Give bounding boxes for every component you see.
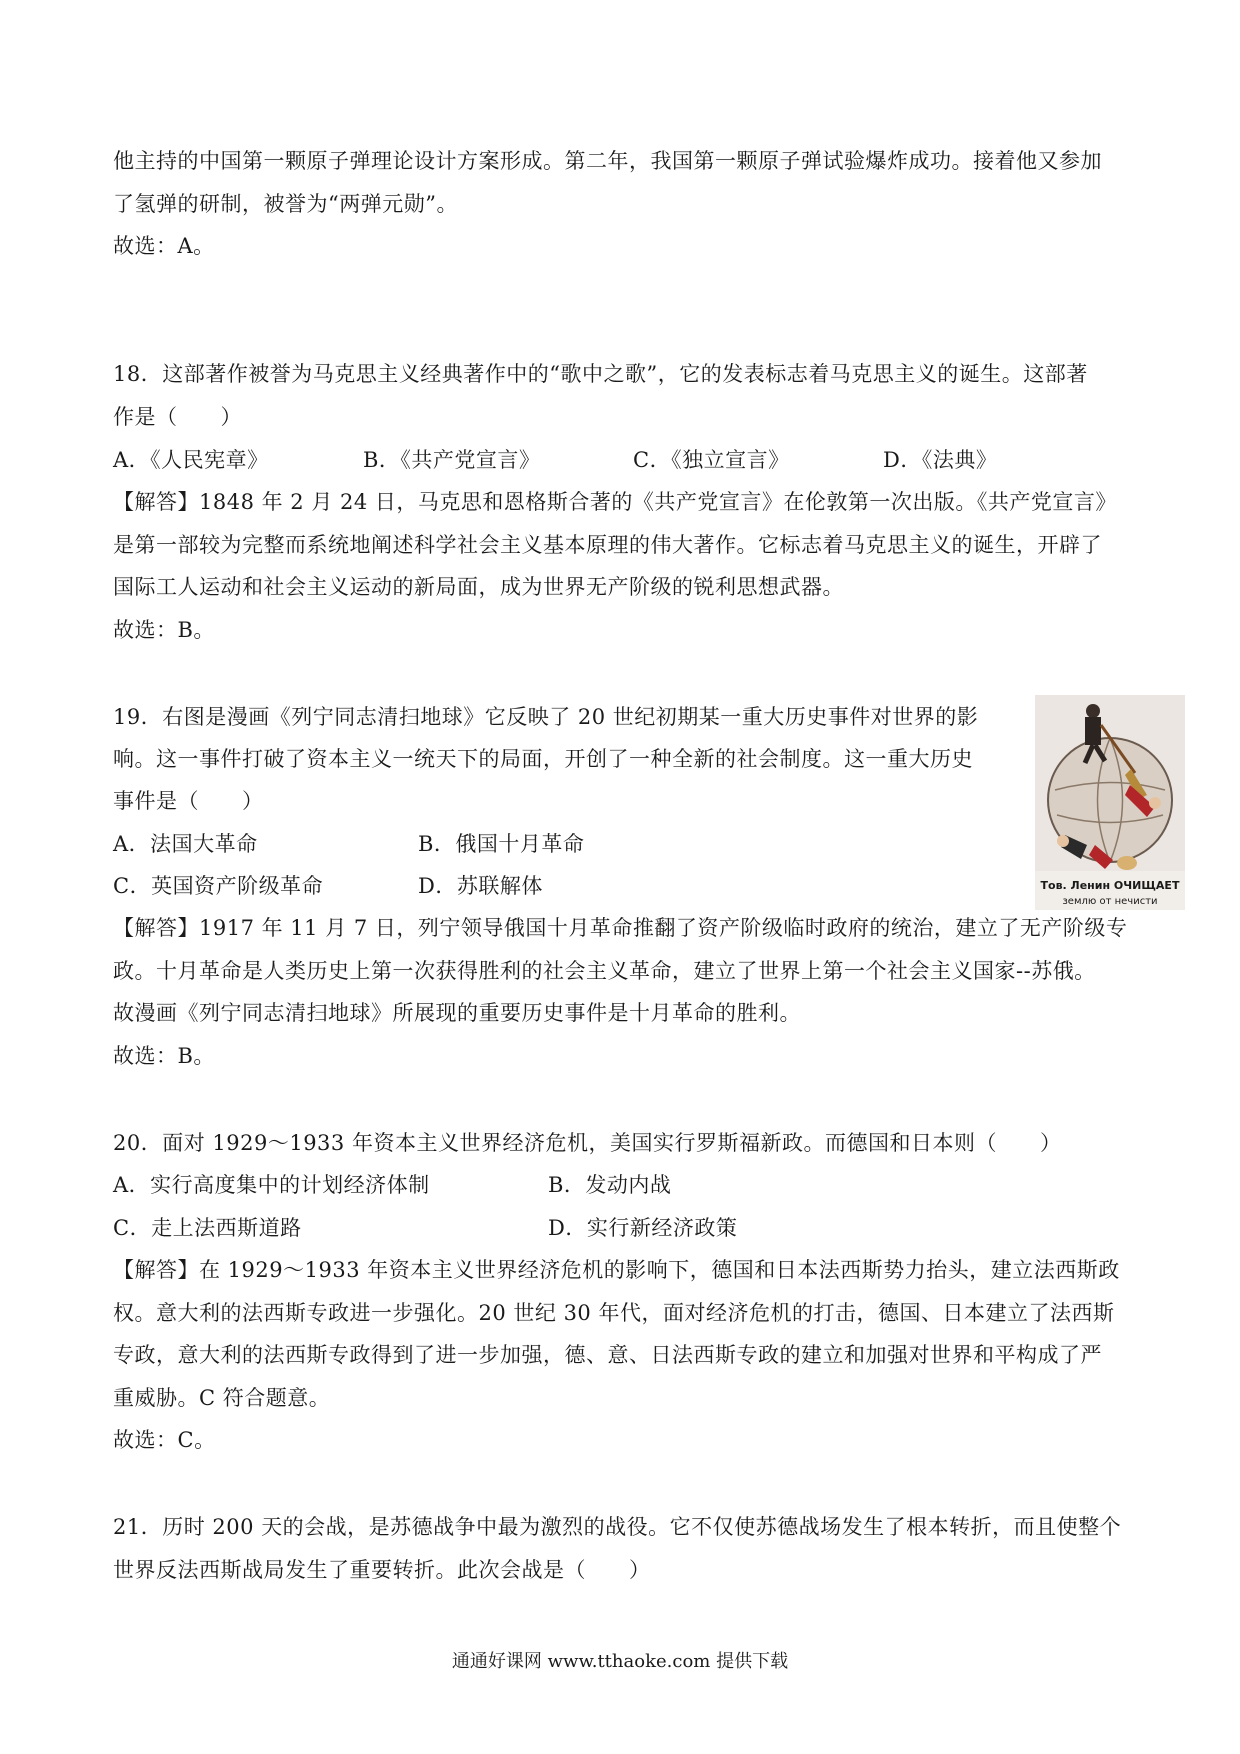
cartoon-caption-line-2: землю от нечисти: [1062, 896, 1158, 907]
q21-stem-line-1: 21．历时 200 天的会战，是苏德战争中最为激烈的战役。它不仅使苏德战场发生了根本转折，而且使整个: [113, 1515, 1122, 1539]
q19-choice: 故选：B。: [113, 1044, 215, 1068]
page-footer: 通通好课网 www.tthaoke.com 提供下载: [451, 1651, 789, 1672]
q18-option-d: D．《法典》: [883, 448, 998, 472]
q19-stem-line-3: 事件是（ ）: [113, 789, 264, 813]
q19-answer-line-3: 故漫画《列宁同志清扫地球》所展现的重要历史事件是十月革命的胜利。: [113, 1001, 801, 1025]
q18-answer-line-2: 是第一部较为完整而系统地阐述科学社会主义基本原理的伟大著作。它标志着马克思主义的诞生，开辟了: [113, 533, 1102, 557]
q20-answer-line-1: 【解答】在 1929～1933 年资本主义世界经济危机的影响下，德国和日本法西斯势力抬头，建立法西斯政: [113, 1258, 1120, 1282]
q20-option-d: D．实行新经济政策: [548, 1216, 738, 1240]
q19-answer-line-1: 【解答】1917 年 11 月 7 日，列宁领导俄国十月革命推翻了资产阶级临时政府的统治，建立了无产阶级专: [113, 916, 1128, 940]
q20-answer-line-3: 专政，意大利的法西斯专政得到了进一步加强，德、意、日法西斯专政的建立和加强对世界和平构成了严: [113, 1343, 1102, 1367]
cartoon-caption-line-1: Тов. Ленин ОЧИЩАЕТ: [1040, 879, 1180, 892]
q21-stem-line-2: 世界反法西斯战局发生了重要转折。此次会战是（ ）: [113, 1558, 651, 1582]
q19-answer-line-2: 政。十月革命是人类历史上第一次获得胜利的社会主义革命，建立了世界上第一个社会主义国家--苏俄。: [113, 959, 1096, 983]
q20-stem-line-1: 20．面对 1929～1933 年资本主义世界经济危机，美国实行罗斯福新政。而德国和日本则（ ）: [113, 1131, 1062, 1155]
q17-text-line-1: 他主持的中国第一颗原子弹理论设计方案形成。第二年，我国第一颗原子弹试验爆炸成功。接着他又参加: [113, 149, 1102, 173]
q18-stem-line-2: 作是（ ）: [113, 405, 242, 429]
q18-stem-line-1: 18．这部著作被誉为马克思主义经典著作中的“歌中之歌”，它的发表标志着马克思主义的诞生。这部著: [113, 362, 1088, 386]
q20-option-a: A．实行高度集中的计划经济体制: [113, 1173, 430, 1197]
q18-option-b: B．《共产党宣言》: [363, 448, 541, 472]
q20-choice: 故选：C。: [113, 1428, 216, 1452]
q20-answer-line-4: 重威胁。C 符合题意。: [113, 1386, 331, 1410]
q17-text-line-2: 了氢弹的研制，被誉为“两弹元勋”。: [113, 192, 458, 216]
lenin-cartoon-image: [1035, 695, 1185, 910]
q18-option-c: C．《独立宣言》: [633, 448, 790, 472]
q18-choice: 故选：B。: [113, 618, 215, 642]
q19-option-b: B．俄国十月革命: [418, 832, 585, 856]
q18-answer-line-1: 【解答】1848 年 2 月 24 日，马克思和恩格斯合著的《共产党宣言》在伦敦第一次出版。《共产党宣言》: [113, 490, 1117, 514]
q19-stem-line-2: 响。这一事件打破了资本主义一统天下的局面，开创了一种全新的社会制度。这一重大历史: [113, 747, 973, 771]
q20-option-b: B．发动内战: [548, 1173, 672, 1197]
q20-option-c: C．走上法西斯道路: [113, 1216, 302, 1240]
q19-option-d: D．苏联解体: [418, 874, 543, 898]
q17-choice: 故选：A。: [113, 234, 215, 258]
q19-option-c: C．英国资产阶级革命: [113, 874, 324, 898]
q18-option-a: A．《人民宪章》: [113, 448, 269, 472]
q20-answer-line-2: 权。意大利的法西斯专政进一步强化。20 世纪 30 年代，面对经济危机的打击，德国、日本建立了法西斯: [113, 1301, 1115, 1325]
q19-option-a: A．法国大革命: [113, 832, 258, 856]
q18-answer-line-3: 国际工人运动和社会主义运动的新局面，成为世界无产阶级的锐利思想武器。: [113, 575, 844, 599]
q19-stem-line-1: 19．右图是漫画《列宁同志清扫地球》它反映了 20 世纪初期某一重大历史事件对世界的影: [113, 705, 979, 729]
lenin-cartoon-illustration: [1035, 695, 1185, 910]
